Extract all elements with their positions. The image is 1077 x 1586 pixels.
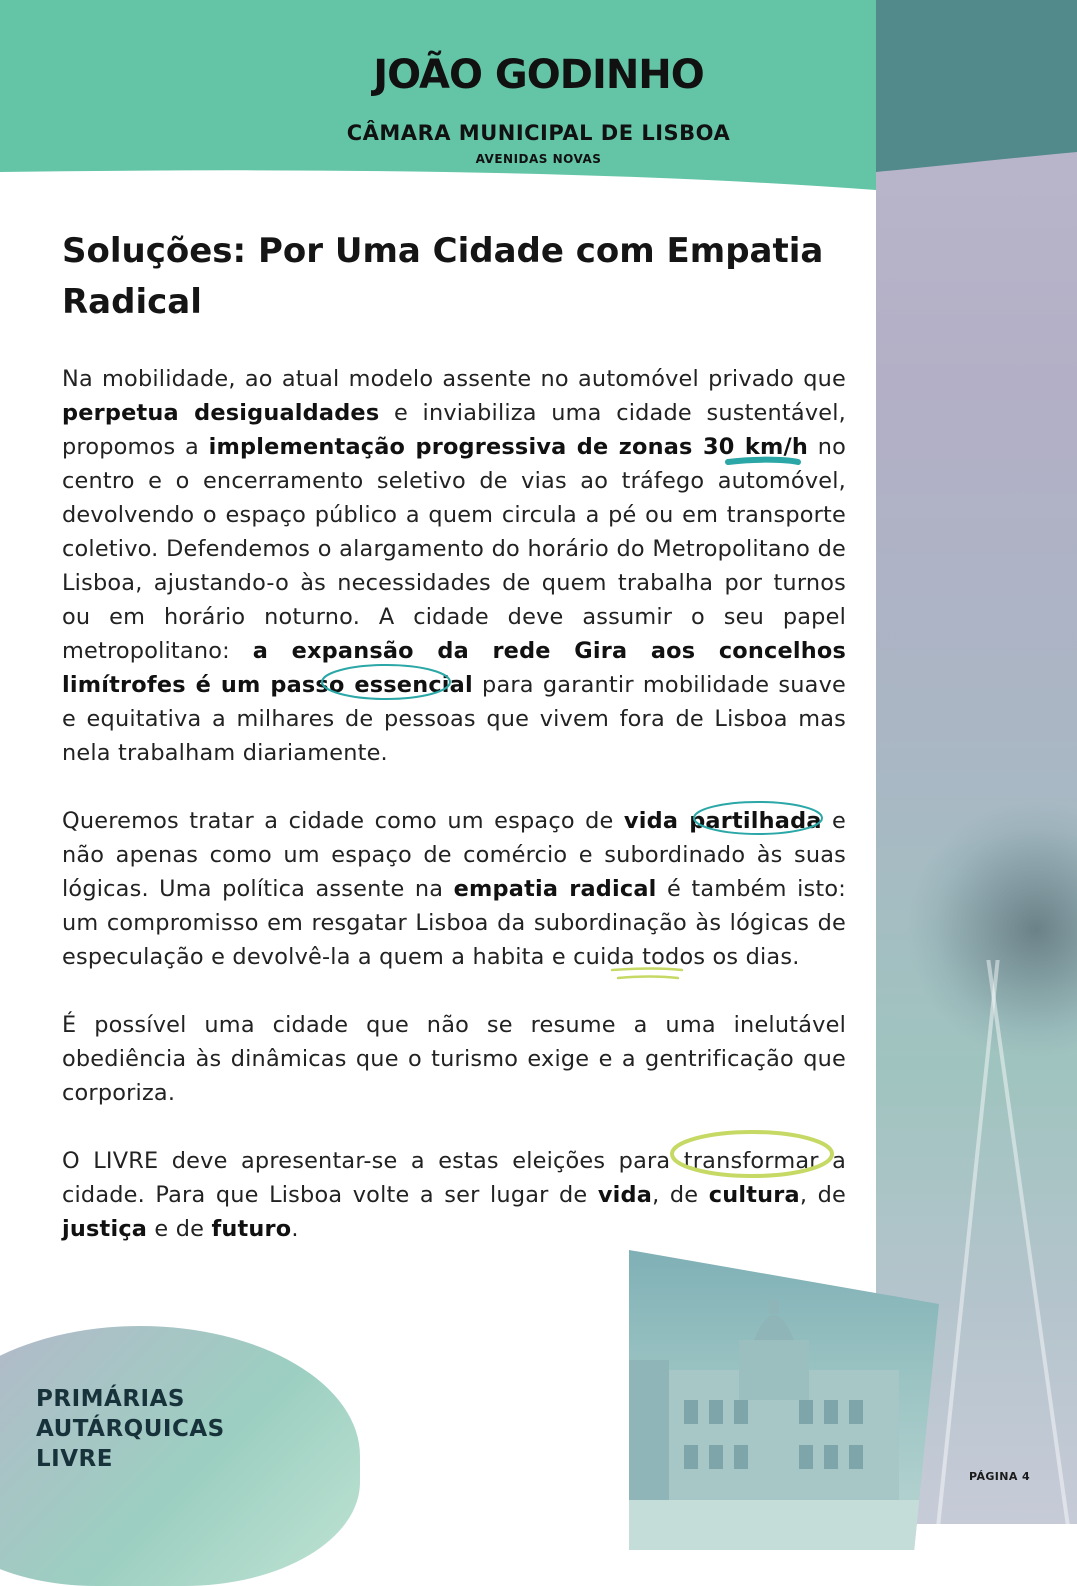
underline-mark [728, 460, 798, 462]
text-run: para garantir mobilidade suave e equitativa a milhares de pessoas que vivem fora de Lisboa mas nela trabalham diariamente. [62, 672, 846, 766]
bold-run: futuro [211, 1216, 292, 1242]
text-run: , de [652, 1182, 709, 1208]
bold-run: justiça [62, 1216, 148, 1242]
circle-mark [672, 1132, 832, 1176]
text-run: e inviabiliza uma cidade sustentável, propomos a [62, 400, 846, 460]
bold-run: perpetua desigualdades [62, 400, 380, 426]
bold-run: cultura [708, 1182, 800, 1208]
bold-run: vida [597, 1182, 653, 1208]
text-run: no centro e o encerramento seletivo de vias ao tráfego automóvel, devolvendo o espaço público a quem circula a pé ou em transporte coletivo. Defendemos o alargamento do horário do Metropolitano de Lisboa, ajustando-o às necessidades de quem trabalha por turnos ou em horário noturno. A cidade deve assumir o seu papel metropolitano: [62, 434, 846, 664]
text-run: . [291, 1216, 299, 1242]
text-run: Queremos tratar a cidade como um espaço de [62, 808, 624, 834]
brand-line: LIVRE [36, 1446, 113, 1472]
bold-run: empatia radical [453, 876, 657, 902]
text-run: é também isto: um compromisso em resgatar Lisboa da subordinação às lógicas de especulação e devolvê-la a quem a habita e cuida todos os dias. [62, 876, 846, 970]
brand-block [36, 1384, 296, 1474]
text-run: O LIVRE deve apresentar-se a estas eleições para transformar a cidade. Para que Lisboa volte a ser lugar de [62, 1148, 846, 1208]
text-run: e de [147, 1216, 212, 1242]
circle-mark [694, 802, 822, 834]
text-run: Na mobilidade, ao atual modelo assente no automóvel privado que [62, 366, 846, 392]
text-run: e não apenas como um espaço de comércio e subordinado às suas lógicas. Uma política assente na [62, 808, 846, 902]
brand-line: AUTÁRQUICAS [36, 1416, 225, 1442]
paragraph-tourism: É possível uma cidade que não se resume a uma inelutável obediência às dinâmicas que o turismo exige e a gentrificação que corporiza. [62, 1012, 846, 1106]
bold-run: a expansão da rede Gira aos concelhos limítrofes é um passo essencial [62, 638, 846, 698]
bold-run: implementação progressiva de zonas 30 km/h [208, 434, 809, 460]
site-area: AVENIDAS NOVAS [475, 152, 602, 166]
brand-line: PRIMÁRIAS [36, 1386, 185, 1412]
page-heading: Soluções: Por Uma Cidade com Empatia Radical [62, 231, 824, 322]
site-subtitle: CÂMARA MUNICIPAL DE LISBOA [346, 121, 731, 145]
page-number: PÁGINA 4 [969, 1470, 1031, 1483]
underline-mark [612, 969, 682, 979]
circle-mark [322, 665, 450, 699]
bold-run: vida partilhada [623, 808, 822, 834]
site-title: JOÃO GODINHO [373, 52, 704, 98]
text-run: , de [799, 1182, 846, 1208]
